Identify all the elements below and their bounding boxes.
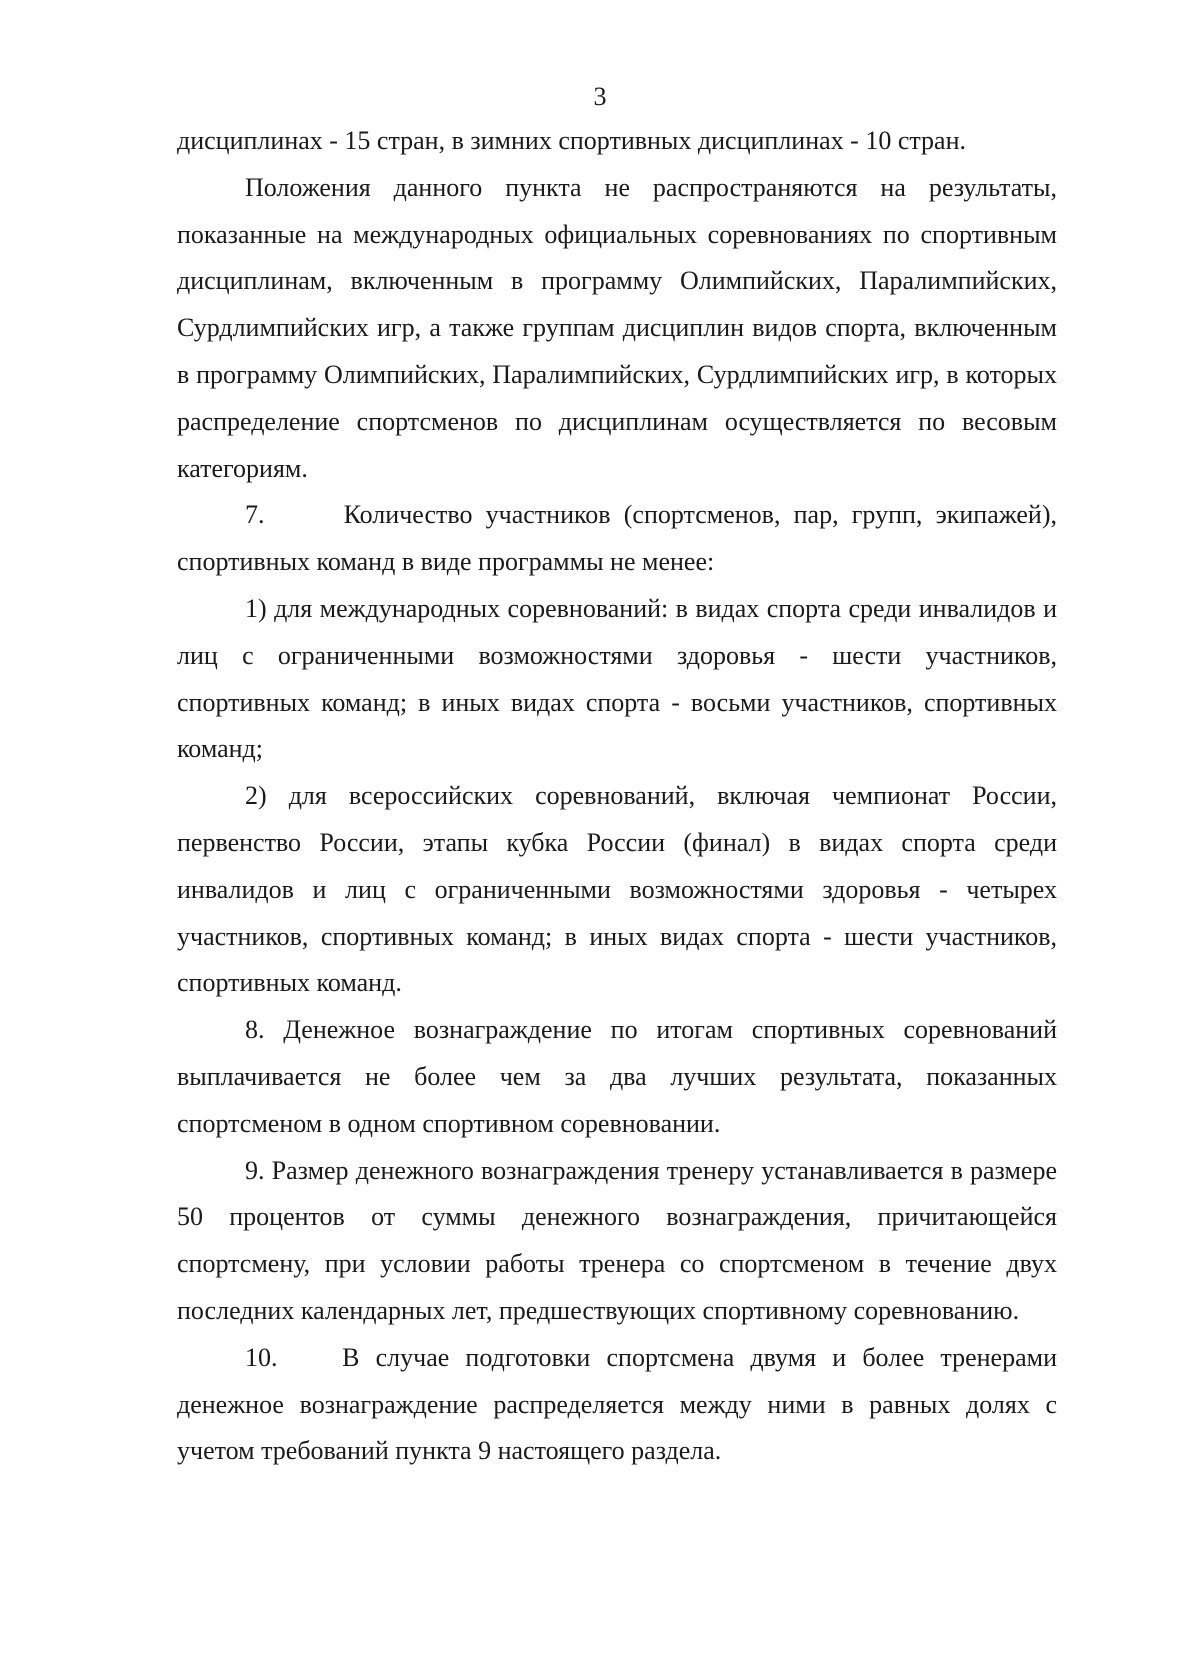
paragraph-item-7: 7. Количество участников (спортсменов, пар, групп, экипажей), спортивных команд в виде программы не менее:	[177, 500, 1057, 577]
document-body	[177, 118, 1057, 1475]
paragraph-item-7-sub-2: 2) для всероссийских соревнований, включая чемпионат России, первенство России, этапы кубка России (финал) в видах спорта среди инвалидов и лиц с ограниченными возможностями здоровья - четырех участников, спортивных команд; в иных видах спорта - шести участников, спортивных команд.	[177, 781, 1057, 998]
paragraph-item-8: 8. Денежное вознаграждение по итогам спортивных соревнований выплачивается не более чем за два лучших результата, показанных спортсменом в одном спортивном соревновании.	[177, 1015, 1057, 1138]
paragraph-item-9: 9. Размер денежного вознаграждения тренеру устанавливается в размере 50 процентов от суммы денежного вознаграждения, причитающейся спортсмену, при условии работы тренера со спортсменом в течение двух последних календарных лет, предшествующих спортивному соревнованию.	[177, 1155, 1057, 1325]
paragraph-continuation: дисциплинах - 15 стран, в зимних спортивных дисциплинах - 10 стран.	[177, 126, 966, 155]
paragraph-exemption: Положения данного пункта не распространяются на результаты, показанные на международных официальных соревнованиях по спортивным дисциплинам, включенным в программу Олимпийских, Паралимпийских, Сурдлимпийских игр, а также группам дисциплин видов спорта, включенным в программу Олимпийских, Паралимпийских, Сурдлимпийских игр, в которых распределение спортсменов по дисциплинам осуществляется по весовым категориям.	[177, 172, 1057, 483]
page-number: 3	[593, 82, 607, 111]
paragraph-item-7-sub-1: 1) для международных соревнований: в видах спорта среди инвалидов и лиц с ограниченными возможностями здоровья - шести участников, спортивных команд; в иных видах спорта - восьми участников, спортивных команд;	[177, 593, 1057, 764]
paragraph-item-10: 10. В случае подготовки спортсмена двумя и более тренерами денежное вознаграждение распределяется между ними в равных долях с учетом требований пункта 9 настоящего раздела.	[177, 1342, 1057, 1466]
